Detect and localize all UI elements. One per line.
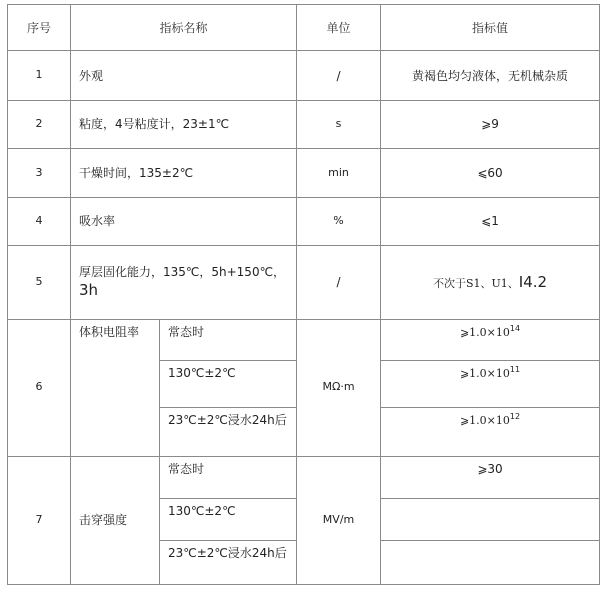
row-value bbox=[381, 246, 600, 320]
table-row bbox=[8, 319, 600, 360]
header-no: 序号 bbox=[8, 5, 71, 51]
row-value: ⩾9 bbox=[381, 100, 600, 148]
sub-value-base: ⩾1.0×10 bbox=[459, 367, 510, 380]
row-unit: min bbox=[297, 149, 381, 197]
spec-table bbox=[7, 4, 600, 585]
sub-value bbox=[381, 319, 600, 360]
row-unit: s bbox=[297, 100, 381, 148]
sub-condition: 23℃±2℃浸水24h后 bbox=[160, 540, 297, 584]
header-row bbox=[8, 5, 600, 51]
row-name: 吸水率 bbox=[71, 197, 297, 245]
row-no: 4 bbox=[8, 197, 71, 245]
sub-value bbox=[381, 540, 600, 584]
row-value-part2: I4.2 bbox=[518, 273, 548, 292]
row-unit: MΩ·m bbox=[297, 319, 381, 456]
row-no: 6 bbox=[8, 319, 71, 456]
sub-value-exp: 11 bbox=[509, 365, 521, 374]
table-row bbox=[8, 149, 600, 197]
sub-value bbox=[381, 361, 600, 408]
sub-value-base: ⩾1.0×10 bbox=[459, 414, 510, 428]
row-value: ⩽1 bbox=[381, 197, 600, 245]
sub-condition: 130℃±2℃ bbox=[160, 361, 297, 408]
header-name: 指标名称 bbox=[71, 5, 297, 51]
table-row bbox=[8, 197, 600, 245]
row-name: 外观 bbox=[71, 51, 297, 100]
row-name: 体积电阻率 bbox=[71, 319, 160, 456]
row-no: 2 bbox=[8, 100, 71, 148]
row-value: ⩽60 bbox=[381, 149, 600, 197]
header-unit: 单位 bbox=[297, 5, 381, 51]
sub-condition: 130℃±2℃ bbox=[160, 499, 297, 540]
row-name-line2: 3h bbox=[79, 281, 99, 300]
sub-condition: 常态时 bbox=[160, 456, 297, 498]
sub-value-exp: 14 bbox=[509, 323, 521, 333]
row-no: 3 bbox=[8, 149, 71, 197]
row-unit: / bbox=[297, 246, 381, 320]
row-name: 击穿强度 bbox=[71, 456, 160, 584]
sub-value bbox=[381, 499, 600, 540]
sub-value-exp: 12 bbox=[509, 412, 521, 422]
sub-condition: 23℃±2℃浸水24h后 bbox=[160, 408, 297, 456]
sub-value bbox=[381, 408, 600, 456]
table-row bbox=[8, 456, 600, 498]
row-no: 5 bbox=[8, 246, 71, 320]
row-value-part1: 不次于S1、U1、 bbox=[432, 277, 519, 291]
row-value: 黄褐色均匀液体，无机械杂质 bbox=[381, 51, 600, 100]
row-name: 干燥时间，135±2℃ bbox=[71, 149, 297, 197]
header-value: 指标值 bbox=[381, 5, 600, 51]
row-unit: % bbox=[297, 197, 381, 245]
row-name: 粘度，4号粘度计，23±1℃ bbox=[71, 100, 297, 148]
table-row bbox=[8, 51, 600, 100]
row-no: 7 bbox=[8, 456, 71, 584]
row-name-line1: 厚层固化能力，135℃，5h+150℃， bbox=[79, 265, 286, 280]
sub-value-base: ⩾1.0×10 bbox=[459, 325, 510, 339]
sub-condition: 常态时 bbox=[160, 319, 297, 360]
row-unit: MV/m bbox=[297, 456, 381, 584]
sub-value: ⩾30 bbox=[381, 456, 600, 498]
table-row bbox=[8, 100, 600, 148]
row-unit: / bbox=[297, 51, 381, 100]
row-name bbox=[71, 246, 297, 320]
row-no: 1 bbox=[8, 51, 71, 100]
table-row bbox=[8, 246, 600, 320]
